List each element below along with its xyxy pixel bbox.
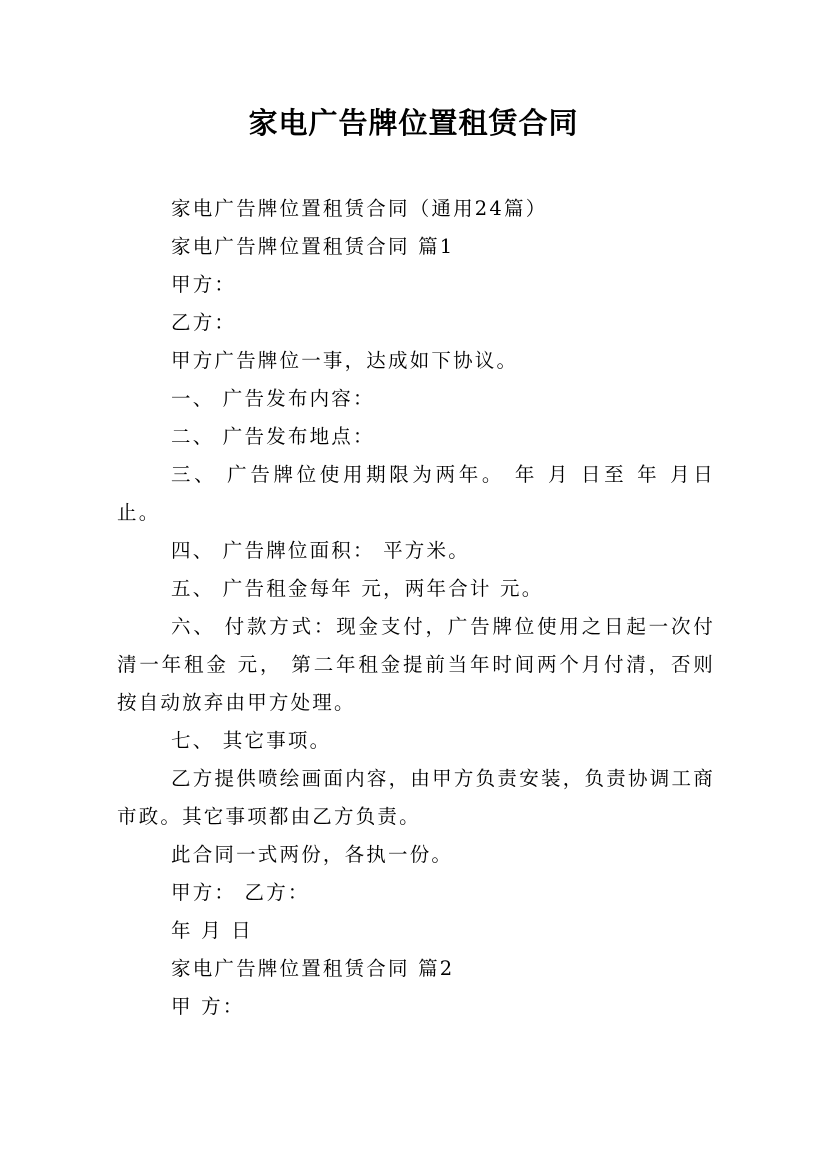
paragraph-clause-2: 二、 广告发布地点： bbox=[171, 425, 375, 448]
paragraph-clause-1: 一、 广告发布内容： bbox=[171, 387, 375, 410]
document-title: 家电广告牌位置租赁合同 bbox=[248, 106, 579, 140]
paragraph-clause-7-detail: 乙方提供喷绘画面内容，由甲方负责安装，负责协调工商市政。其它事项都由乙方负责。 bbox=[117, 767, 715, 828]
paragraph-section-heading-2: 家电广告牌位置租赁合同 篇2 bbox=[171, 957, 455, 980]
paragraph-copies: 此合同一式两份，各执一份。 bbox=[171, 843, 454, 866]
paragraph-agreement-intro: 甲方广告牌位一事，达成如下协议。 bbox=[171, 349, 519, 372]
paragraph-clause-4: 四、 广告牌位面积： 平方米。 bbox=[171, 539, 470, 562]
paragraph-clause-6: 六、 付款方式：现金支付，广告牌位使用之日起一次付清一年租金 元， 第二年租金提前当年时间两个月付清，否则按自动放弃由甲方处理。 bbox=[117, 615, 715, 714]
paragraph-subtitle: 家电广告牌位置租赁合同（通用24篇） bbox=[171, 197, 548, 220]
paragraph-clause-7: 七、 其它事项。 bbox=[171, 729, 332, 752]
paragraph-section-heading-1: 家电广告牌位置租赁合同 篇1 bbox=[171, 235, 455, 258]
paragraph-signatures: 甲方： 乙方： bbox=[171, 881, 310, 904]
paragraph-clause-5: 五、 广告租金每年 元，两年合计 元。 bbox=[171, 577, 544, 600]
paragraph-clause-3: 三、 广告牌位使用期限为两年。 年 月 日至 年 月日止。 bbox=[117, 463, 715, 524]
paragraph-party-b: 乙方： bbox=[171, 311, 237, 334]
paragraph-date: 年 月 日 bbox=[171, 919, 253, 942]
document-body bbox=[117, 190, 715, 1026]
paragraph-party-a-2: 甲 方： bbox=[171, 995, 245, 1018]
paragraph-party-a: 甲方： bbox=[171, 273, 237, 296]
